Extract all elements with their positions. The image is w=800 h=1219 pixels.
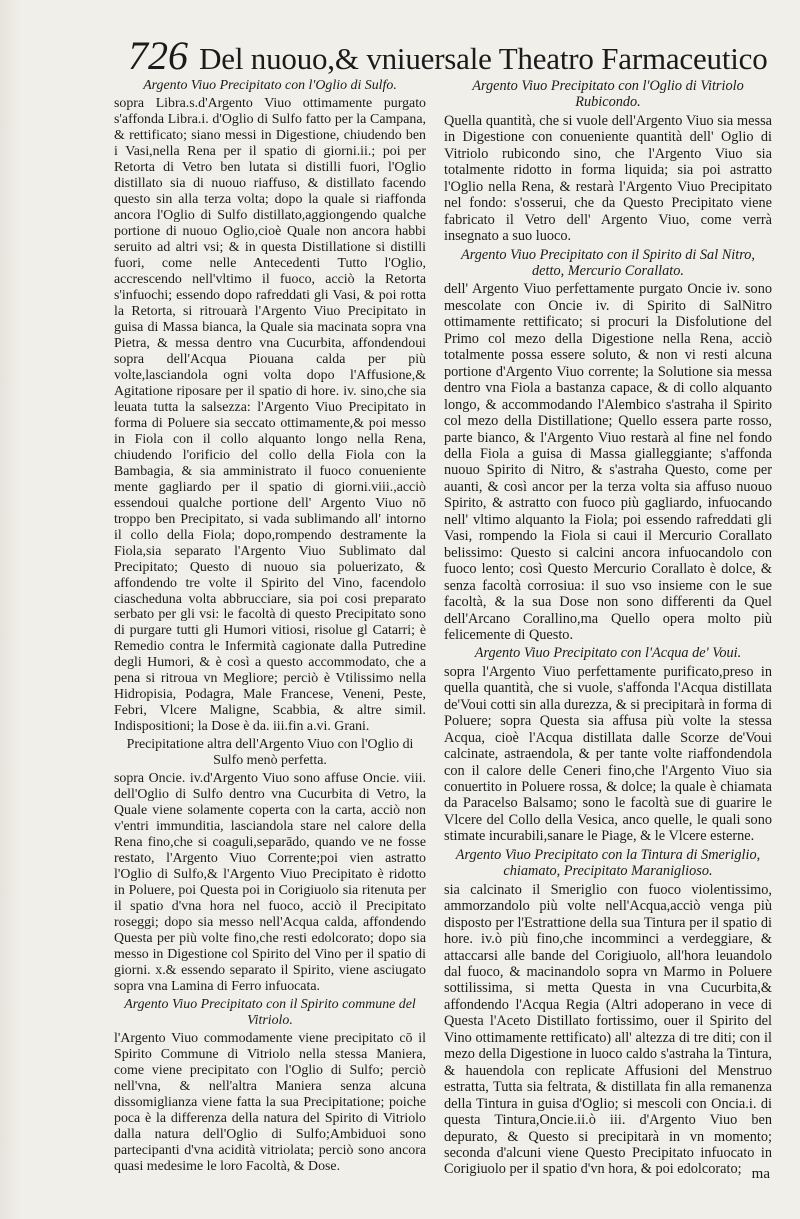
paragraph: Quella quantità, che si vuole dell'Argento Viuo sia messa in Digestione con conueniente quantità dell' Oglio di Vitriolo rubicondo sino, che l'Argento Viuo sia totalmente ridotto in forma liquida; sia poi astratto l'Oglio nella Rena, & restarà l'Argento Viuo Precipitato nel fondo: s'osserui, che da Questo Precipitato viene fabricato il Vetro dell' Argento Viuo, come verrà insegnato a suo luoco.	[444, 112, 772, 245]
paragraph: sopra Libra.s.d'Argento Viuo ottimamente purgato s'affonda Libra.i. d'Oglio di Sulfo fatto per la Campana, & rettificato; siano messi in Digestione, chiudendo ben i Vasi,nella Rena per il spatio di giorni.ii.; poi per Retorta di Vetro ben lutata si distilli fuori, l'Oglio distillato sia di nuouo riaffuso, & distillato facendo questo sin alla terza volta; dopo la quale si riaffonda ancora l'Oglio di Sulfo distillato,aggiongendo qualche portione di nuouo Oglio,cioè Quale non ancora habbi seruito ad altri vsi; & in questa Distillatione si distilli fuori, come nelle Antecedenti Tutto l'Oglio, accrescendo nell'vltimo il fuoco, acciò la Retorta s'infuochi; essendo dopo rafreddati gli Vasi, & poi rotta la Retorta, si ritrouarà l'Argento Viuo Precipitato in guisa di Massa bianca, la Quale sia macinata sopra vna Pietra, & messa dentro vna Cucurbita, affondendoui sopra dell'Acqua Piouana calda per più volte,lasciandola ogni volta dopo l'Affusione,& Agitatione riposare per il spatio di hore. iv. sino,che sia leuata tutta la salsezza: l'Argento Viuo Precipitato in forma di Poluere sia seccato ottimamente,& poi messo in Fiola con il collo alquanto longo nella Rena, chiudendo l'orificio del collo della Fiola con la Bambagia, & sia amministrato il fuoco conueniente mente gagliardo per il spatio di giorni.viii.,acciò essendoui qualche portione dell' Argento Viuo nō troppo ben Precipitato, si vada sublimando all' intorno il collo della Fiola; dopo,rompendo destramente la Fiola,sia separato l'Argento Viuo Sublimato dal Precipitato; Questo di nuouo sia poluerizato, & affondendo tre volte il Spirito del Vino, facendolo ciascheduna volta abbrucciare, sia poi cosi preparato serbato per gli vsi: le facoltà di questo Precipitato sono di purgare tutti gli Humori vitiosi, risolue gl Catarri; è Remedio contra le Infermità cagionate dalla Putredine degli Humori, & è così a questo accommodato, che a pena si ritroua vn Megliore; perciò è Vtilissimo nella Hidropisia, Podagra, Male Francese, Veneni, Peste, Febri, Vlcere Maligne, Scabbia, & altre simil. Indispositioni; la Dose è da. iii.fin a.vi. Grani.	[114, 95, 426, 735]
section-heading: Argento Viuo Precipitato con la Tintura di Smeriglio, chiamato, Precipitato Maraniglioso.	[455, 846, 761, 880]
section-heading: Argento Viuo Precipitato con il Spirito di Sal Nitro, detto, Mercurio Corallato.	[461, 246, 755, 279]
section-heading: Precipitatione altra dell'Argento Viuo con l'Oglio di Sulfo menò perfetta.	[126, 737, 414, 769]
section-heading: Argento Viuo Precipitato con l'Oglio di Sulfo.	[143, 78, 397, 93]
left-column	[114, 76, 426, 1176]
paragraph: dell' Argento Viuo perfettamente purgato Oncie iv. sono mescolate con Oncie iv. di Spirito di SalNitro ottimamente rettificato; si procuri la Disfolutione del Primo col mezo della Digestione nella Rena, acciò totalmente possa essere soluto, & non vi resti alcuna portione d'Argento Viuo corrente; la Solutione sia messa dentro vna Fiola a bastanza capace, & di collo alquanto longo, & accommodando l'Alembico s'astraha il Spirito col mezo della Distillatione; Quello essera parte rosso, parte bianco, & l'Argento Viuo restarà al fine nel fondo della Fiola a guisa di Massa gialleggiante; s'affonda nuouo Spirito di Nitro, & s'astraha Questo, come per auanti, & così ancor per la terza volta sia affuso nuouo Spirito, & astratto con fuoco più gagliardo, infuocando nell' vltimo alquanto la Fiola; poi essendo rafreddati gli Vasi, rompendo la Fiola si caui il Mercurio Corallato belissimo: Questo si calcini ancora infuocandolo con fuoco lento; così Questo Mercurio Corallato è dolce, & senza facoltà corrosiua: il suo vso insieme con le sue facoltà, & la sua Dose non sono differenti da Quel dell'Arcano Corallino,ma Quello opera molto più felicemente di Questo.	[444, 281, 772, 643]
section-heading: Argento Viuo Precipitato con l'Acqua de' Voui.	[474, 645, 742, 662]
paragraph: l'Argento Viuo commodamente viene precipitato cō il Spirito Commune di Vitriolo nella stessa Maniera, come viene precipitato con l'Oglio di Sulfo; perciò nell'vna, & nell'altra Maniera senza alcuna dissomiglianza viene fatta la sua Precipitatione; poiche poca è la differenza della natura del Spirito di Vitriolo dalla natura dell'Oglio di Sulfo;Ambiduoi sono partecipanti d'vna acidità vitriolata; perciò sono ancora quasi medesime le loro Facoltà, & Dose.	[114, 1031, 426, 1174]
paragraph: sopra l'Argento Viuo perfettamente purificato,preso in quella quantità, che si vuole, s'affonda l'Acqua distillata de'Voui cotti sin alla durezza, & si precipitarà in forma di Poluere; sopra Questa sia affusa più volte la stessa Acqua, cioè l'Acqua distillata dalle Scorze de'Voui calcinate, astraendola, & per tante volte riaffondendola con il calore delle Ceneri fino,che l'Argento Viuo sia conuertito in Poluere rossa, & dolce; la quale è chiamata da Paracelso Balsamo; sono le facoltà sue di guarire le Vlcere del Collo della Vesica, anco quelle, le quali sono stimate incurabili,sanare le Piage, & le Vlcere esterne.	[444, 663, 772, 845]
section-heading: Argento Viuo Precipitato con l'Oglio di Vitriolo Rubicondo.	[472, 78, 744, 111]
page-number: 726	[128, 33, 188, 78]
right-column	[444, 76, 772, 1179]
paragraph: sopra Oncie. iv.d'Argento Viuo sono affuse Oncie. viii. dell'Oglio di Sulfo dentro vna Cucurbita di Vetro, la Quale viene solamente coperta con la carta, acciò non v'entri immunditia, lasciandola stare nel calore della Rena fino,che si coaguli,separādo, quando ve ne fosse restato, l'Argento Viuo Corrente;poi vien astratto l'Oglio di Sulfo,& l'Argento Viuo Precipitato è ridotto in Poluere, poi Questa poi in Corigiuolo sia ritenuta per il spatio d'vna hora nel fuoco, acciò il Precipitato roseggi; dopo sia messo nell'Acqua calda, affondendo Questa per più volte fino,che resti edolcorato; dopo sia messo in Digestione col Spirito del Vino per il spatio di giorni. x.& essendo separato il Spirito, viene asciugato sopra vna Lamina di Ferro infuocata.	[114, 771, 426, 995]
running-title: Del nuouo,& vniuersale Theatro Farmaceutico	[199, 41, 768, 76]
section-heading: Argento Viuo Precipitato con il Spirito commune del Vitriolo.	[124, 997, 416, 1029]
paragraph: sia calcinato il Smeriglio con fuoco violentissimo, ammorzandolo più volte nell'Acqua,acciò venga più disposto per l'Estrattione della sua Tintura per il spatio di hore. iv.ò più fino,che incomminci a verdeggiare, & attaccarsi alle bande del Corigiuolo, all'hora leuandolo dal fuoco, & macinandolo sopra vn Marmo in Poluere sottilissima, si metta Questa in vna Cucurbita,& affondendo l'Acqua Regia (Altri adoperano in vece di Questa l'Aceto Distillato fortissimo, ouer il Spirito del Vino ottimamente rettificato) all' altezza di tre diti; con il mezo della Digestione in luoco caldo s'astraha la Tintura, & hauendola con replicate Affusioni del Menstruo estratta, Tutta sia feltrata, & distillata fin alla remanenza della Tintura in guisa d'Oglio; si mescoli con Oncia.i. di questa Tintura,Oncie.ii.ò iii. d'Argento Viuo ben depurato, & Questo si precipitarà in vn momento; seconda d'alcuni viene Questo Precipitato infuocato in Corigiuolo per il spatio d'vn hora, & poi edolcorato;	[444, 881, 772, 1178]
page-spine-shadow	[0, 0, 22, 1219]
catchword: ma	[751, 1166, 770, 1182]
